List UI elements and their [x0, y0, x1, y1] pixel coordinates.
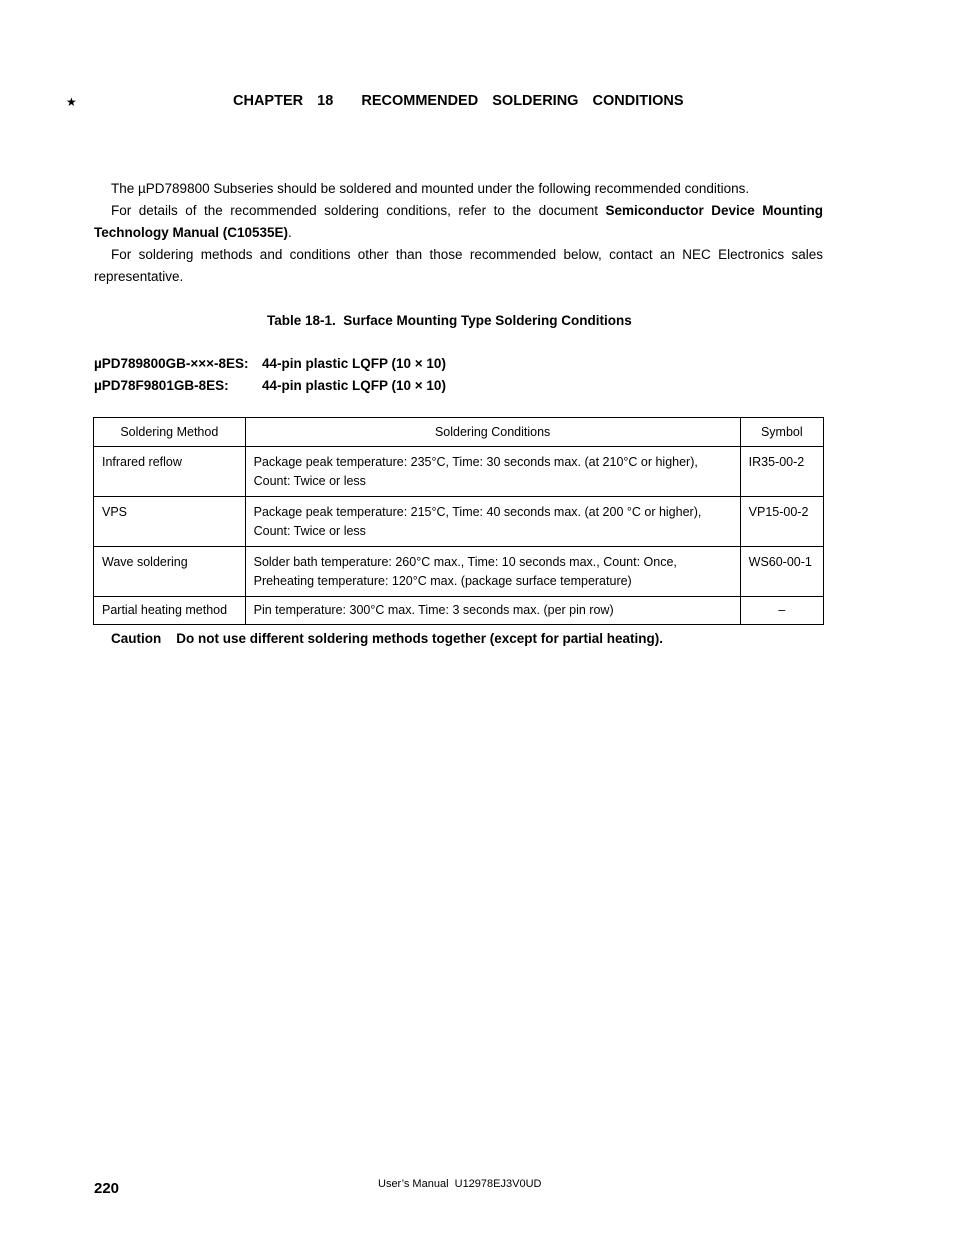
caution-note: Caution Do not use different soldering methods together (except for partial heating).	[111, 631, 664, 646]
table-row	[94, 447, 824, 497]
condition-line: Count: Twice or less	[253, 523, 366, 538]
soldering-conditions-table	[93, 417, 824, 625]
column-header-symbol: Symbol	[740, 418, 823, 447]
condition-line: Solder bath temperature: 260°C max., Time: 10 seconds max., Count: Once,	[253, 555, 677, 569]
chapter-heading: CHAPTER 18 RECOMMENDED SOLDERING CONDITIONS	[233, 93, 684, 109]
package-description: 44-pin plastic LQFP (10 × 10)	[262, 356, 446, 371]
intro-paragraph-2	[94, 200, 823, 244]
table-row	[94, 597, 824, 625]
package-description: 44-pin plastic LQFP (10 × 10)	[262, 378, 446, 393]
table-row	[94, 497, 824, 547]
symbol-cell: IR35-00-2	[740, 447, 823, 497]
table-row	[94, 547, 824, 597]
conditions-cell	[245, 447, 740, 497]
revision-star-icon: ★	[66, 95, 77, 109]
referenced-document-title: Semiconductor Device Mounting Technology Manual (C10535E)	[94, 203, 824, 240]
intro-paragraph-3: For soldering methods and conditions other than those recommended below, contact an NEC Electronics sales representative.	[94, 247, 823, 284]
package-part-number: µPD78F9801GB-8ES:	[94, 378, 229, 393]
conditions-cell	[245, 497, 740, 547]
condition-line: Count: Twice or less	[253, 473, 366, 488]
method-cell: Partial heating method	[94, 597, 246, 625]
package-line-2	[94, 378, 446, 393]
intro-paragraph-2-end: .	[288, 225, 292, 240]
condition-line: Package peak temperature: 235°C, Time: 30 seconds max. (at 210°C or higher),	[253, 455, 698, 469]
condition-line: Package peak temperature: 215°C, Time: 40 seconds max. (at 200 °C or higher),	[253, 505, 702, 519]
method-cell: Infrared reflow	[94, 447, 246, 497]
intro-text	[94, 178, 823, 288]
symbol-cell: WS60-00-1	[740, 547, 823, 597]
method-cell: Wave soldering	[94, 547, 246, 597]
intro-paragraph-1: The µPD789800 Subseries should be soldered and mounted under the following recommended conditions.	[111, 181, 750, 196]
symbol-cell: VP15-00-2	[740, 497, 823, 547]
method-cell: VPS	[94, 497, 246, 547]
document-footer: User’s Manual U12978EJ3V0UD	[378, 1178, 542, 1190]
condition-line: Preheating temperature: 120°C max. (package surface temperature)	[253, 573, 632, 588]
page-number: 220	[94, 1180, 120, 1197]
column-header-method: Soldering Method	[94, 418, 246, 447]
conditions-cell	[245, 597, 740, 625]
column-header-conditions: Soldering Conditions	[245, 418, 740, 447]
symbol-cell: –	[740, 597, 823, 625]
intro-paragraph-2-text: For details of the recommended soldering conditions, refer to the document	[111, 203, 606, 218]
package-line-1	[94, 356, 446, 371]
package-part-number: µPD789800GB-×××-8ES:	[94, 356, 249, 371]
table-header-row	[94, 418, 824, 447]
conditions-cell	[245, 547, 740, 597]
table-caption: Table 18-1. Surface Mounting Type Soldering Conditions	[267, 313, 632, 328]
condition-line: Pin temperature: 300°C max. Time: 3 seconds max. (per pin row)	[253, 603, 614, 617]
